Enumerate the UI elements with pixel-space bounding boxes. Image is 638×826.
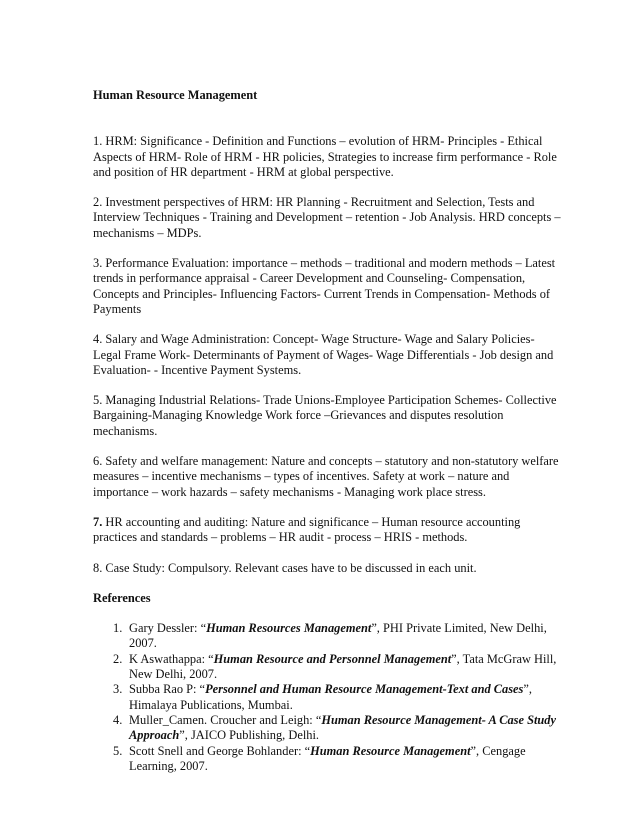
section-8 <box>93 561 563 576</box>
reference-item <box>93 621 563 652</box>
reference-publisher: ”, JAICO Publishing, Delhi. <box>179 728 320 743</box>
section-text: 1. HRM: Significance - Definition and Functions – evolution of HRM- Principles - Ethical Aspects of HRM- Role of HRM - HR policies, Strategies to increase firm performance - Role and position of HR department - HRM at global perspective. <box>93 134 557 179</box>
section-text: 8. Case Study: Compulsory. Relevant cases have to be discussed in each unit. <box>93 560 477 575</box>
section-5 <box>93 393 563 439</box>
section-4 <box>93 332 563 378</box>
section-text: 4. Salary and Wage Administration: Concept- Wage Structure- Wage and Salary Policies- Legal Frame Work- Determinants of Payment of Wages- Wage Differentials - Job design and Evaluation- - Incentive Payment Systems. <box>93 332 554 377</box>
reference-number: 2. <box>113 651 123 666</box>
section-1 <box>93 134 563 180</box>
reference-number: 3. <box>113 682 123 697</box>
reference-item <box>93 744 563 775</box>
section-3 <box>93 256 563 317</box>
reference-book-title: Human Resources Management <box>206 621 372 636</box>
section-text: 5. Managing Industrial Relations- Trade Unions-Employee Participation Schemes- Collective Bargaining-Managing Knowledge Work force –Grievances and disputes resolution mechanisms. <box>93 393 557 438</box>
references-list <box>93 621 563 774</box>
reference-item <box>93 682 563 713</box>
document-page <box>93 88 563 774</box>
reference-item <box>93 713 563 744</box>
reference-number: 5. <box>113 743 123 758</box>
section-body: HR accounting and auditing: Nature and significance – Human resource accounting practices and standards – problems – HR audit - process – HRIS - methods. <box>93 514 521 545</box>
section-2 <box>93 195 563 241</box>
reference-author: Muller_Camen. Croucher and Leigh: “ <box>129 712 322 727</box>
references-heading: References <box>93 590 151 605</box>
reference-book-title: Human Resource Management- A Case Study Approach <box>129 712 556 743</box>
document-title: Human Resource Management <box>93 88 258 102</box>
reference-author: Scott Snell and George Bohlander: “ <box>129 743 311 758</box>
section-text <box>93 515 563 546</box>
section-number: 7. <box>93 514 103 529</box>
reference-book-title: Human Resource and Personnel Management <box>213 651 452 666</box>
section-text: 3. Performance Evaluation: importance – methods – traditional and modern methods – Latest trends in performance appraisal - Career Development and Counseling- Compensation, Concepts and Principles- Influencing Factors- Current Trends in Compensation- Methods of Payments <box>93 256 556 316</box>
reference-number: 1. <box>113 621 123 636</box>
reference-number: 4. <box>113 712 123 727</box>
section-text: 6. Safety and welfare management: Nature and concepts – statutory and non-statutory welfare measures – incentive mechanisms – types of incentives. Safety at work – nature and importance – work hazards – safety mechanisms - Managing work place stress. <box>93 454 559 499</box>
reference-book-title: Personnel and Human Resource Management-Text and Cases <box>205 682 524 697</box>
section-6 <box>93 454 563 500</box>
section-7 <box>93 515 563 546</box>
reference-publisher: ”, Cengage Learning, 2007. <box>129 743 526 773</box>
section-text: 2. Investment perspectives of HRM: HR Planning - Recruitment and Selection, Tests and Interview Techniques - Training and Development – retention - Job Analysis. HRD concepts – mechanisms – MDPs. <box>93 195 561 240</box>
reference-author: Subba Rao P: “ <box>129 682 206 697</box>
reference-author: Gary Dessler: “ <box>129 621 207 636</box>
reference-publisher: ”, Tata McGraw Hill, New Delhi, 2007. <box>129 651 557 682</box>
reference-book-title: Human Resource Management <box>310 743 471 758</box>
reference-author: K Aswathappa: “ <box>129 651 214 666</box>
reference-item <box>93 652 563 683</box>
reference-publisher: ”, PHI Private Limited, New Delhi, 2007. <box>129 621 547 651</box>
reference-publisher: ”, Himalaya Publications, Mumbai. <box>129 682 532 712</box>
